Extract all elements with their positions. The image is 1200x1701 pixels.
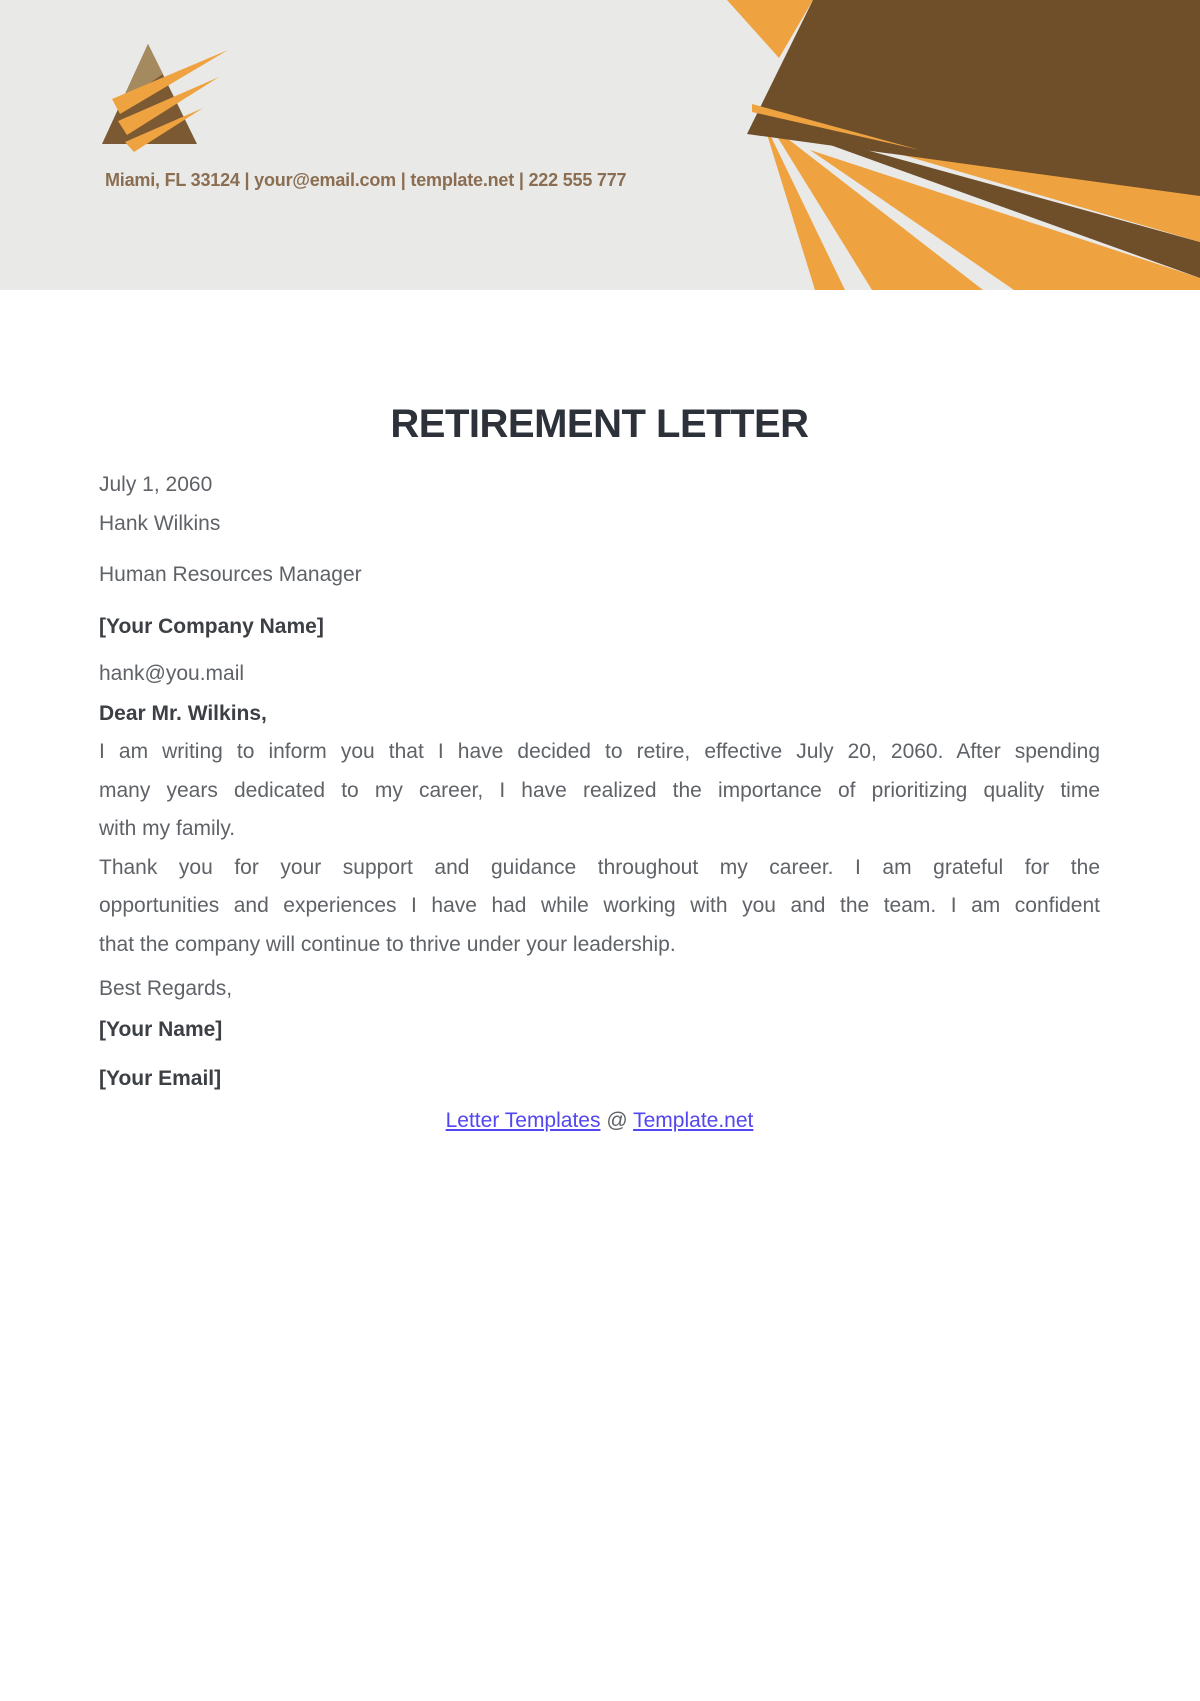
letter-line: I am writing to inform you that I have decided to retire, effective July 20, 2060. After spending: [99, 740, 1100, 763]
recipient-name: Hank Wilkins: [99, 511, 221, 535]
letterhead: [0, 0, 1200, 290]
letter-line: many years dedicated to my career, I have realized the importance of prioritizing quality time: [99, 778, 1100, 802]
body-paragraph-2: [99, 849, 1100, 965]
letter-content: [99, 290, 1100, 1140]
recipient-email: hank@you.mail: [99, 662, 245, 685]
recipient-title: Human Resources Manager: [99, 563, 362, 586]
letter-line: that the company will continue to thrive under your leadership.: [99, 932, 676, 956]
letter-line: opportunities and experiences I have had while working with you and the team. I am confident: [99, 894, 1100, 917]
salutation: Dear Mr. Wilkins,: [99, 701, 267, 725]
body-paragraph-1: [99, 733, 1100, 849]
header-decoration-graphic: [0, 0, 1200, 290]
date-and-name-block: [99, 466, 1100, 543]
signature-name-placeholder: [Your Name]: [99, 1017, 223, 1041]
letter-date: July 1, 2060: [99, 473, 213, 496]
signature-email-placeholder: [Your Email]: [99, 1067, 222, 1090]
footer-attribution: [99, 1102, 1100, 1141]
template-net-link[interactable]: Template.net: [633, 1108, 754, 1132]
closing: Best Regards,: [99, 977, 233, 1000]
contact-info: Miami, FL 33124 | your@email.com | template.net | 222 555 777: [105, 170, 627, 190]
letter-line: with my family.: [99, 817, 236, 840]
letter-templates-link[interactable]: Letter Templates: [445, 1108, 601, 1132]
letter-line: Thank you for your support and guidance throughout my career. I am grateful for the: [99, 855, 1100, 879]
pyramid-logo-icon: [102, 44, 228, 152]
company-name-placeholder: [Your Company Name]: [99, 614, 324, 638]
link-separator: @: [606, 1108, 628, 1132]
letter-title: RETIREMENT LETTER: [390, 402, 809, 446]
